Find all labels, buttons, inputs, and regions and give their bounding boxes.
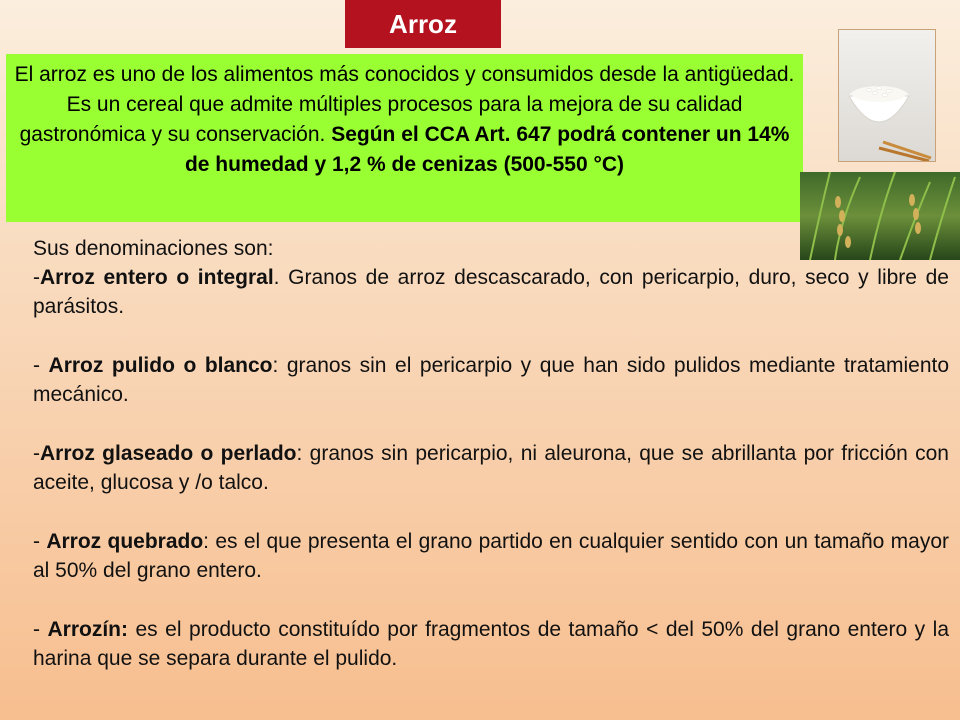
intro-regulation-text: Según el CCA Art. 647 podrá contener un 14% de humedad y 1,2 % de cenizas (500-550 °C) — [184, 123, 790, 176]
item-prefix: - — [33, 354, 49, 377]
item-prefix: - — [33, 266, 40, 289]
slide-title: Arroz — [345, 0, 501, 48]
list-item — [33, 527, 949, 585]
intro-text: El arroz es uno de los alimentos más conocidos y consumidos desde la antigüedad. Es un cereal que admite múltiples procesos para la mejora de su calidad gastronómica y su conservación. — [14, 63, 795, 146]
item-text: : granos sin el pericarpio y que han sido pulidos mediante tratamiento mecánico. — [33, 354, 950, 406]
item-prefix: - — [33, 442, 40, 465]
item-term: Arroz pulido o blanco — [48, 354, 273, 377]
item-text: . Granos de arroz descascarado, con pericarpio, duro, seco y libre de parásitos. — [33, 266, 949, 318]
item-term: Arroz entero o integral — [40, 266, 274, 289]
rice-bowl-photo — [838, 29, 936, 162]
item-text: : granos sin pericarpio, ni aleurona, que se abrillanta por fricción con aceite, glucosa y /o talco. — [33, 442, 949, 494]
intro-box — [6, 54, 803, 222]
item-prefix: - — [33, 530, 47, 553]
list-item — [33, 263, 949, 321]
item-term: Arroz glaseado o perlado — [40, 442, 297, 465]
denominations-heading: Sus denominaciones son: — [33, 237, 274, 260]
list-item — [33, 439, 949, 497]
item-term: Arrozín: — [47, 618, 128, 641]
list-item — [33, 351, 949, 409]
item-text: : es el que presenta el grano partido en cualquier sentido con un tamaño mayor al 50% del grano entero. — [33, 530, 950, 582]
item-term: Arroz quebrado — [46, 530, 204, 553]
item-prefix: - — [33, 618, 48, 641]
list-item — [33, 615, 949, 673]
item-text: es el producto constituído por fragmentos de tamaño < del 50% del grano entero y la harina que se separa durante el pulido. — [33, 618, 949, 670]
denominations-section — [33, 234, 949, 673]
